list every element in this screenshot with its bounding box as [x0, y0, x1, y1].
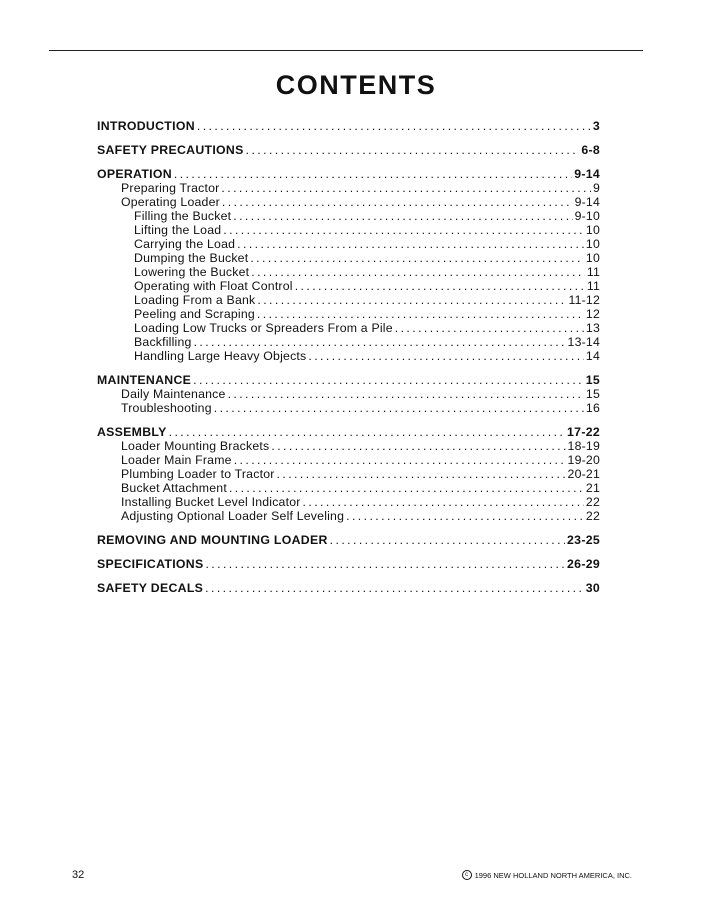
toc-entry: [97, 251, 600, 265]
toc-dot-leader: [277, 467, 566, 481]
toc-entry-label: Loader Mounting Brackets: [121, 439, 270, 453]
toc-entry-label: Dumping the Bucket: [134, 251, 249, 265]
toc-entry-label: SAFETY DECALS: [97, 581, 204, 595]
toc-dot-leader: [295, 279, 585, 293]
toc-entry-label: Peeling and Scraping: [134, 307, 255, 321]
toc-dot-leader: [197, 119, 591, 133]
toc-entry-page: 11-12: [568, 293, 600, 307]
toc-dot-leader: [237, 237, 584, 251]
toc-entry-label: Carrying the Load: [134, 237, 236, 251]
toc-dot-leader: [194, 335, 566, 349]
toc-entry-page: 11: [586, 265, 600, 279]
toc-dot-leader: [205, 581, 584, 595]
toc-entry: [97, 143, 600, 157]
copyright-icon: c: [462, 870, 472, 880]
toc-entry-page: 9-14: [574, 167, 600, 181]
toc-entry-page: 14: [585, 349, 600, 363]
toc-entry: [97, 425, 600, 439]
top-divider: [49, 50, 643, 51]
toc-entry-page: 12: [585, 307, 600, 321]
toc-dot-leader: [169, 425, 565, 439]
page-title: CONTENTS: [275, 70, 437, 100]
toc-entry-page: 22: [585, 509, 600, 523]
toc-dot-leader: [228, 387, 584, 401]
copyright-notice: [462, 870, 632, 880]
toc-entry: [97, 439, 600, 453]
toc-entry-label: Preparing Tractor: [121, 181, 220, 195]
toc-entry: [97, 387, 600, 401]
toc-entry: [97, 321, 600, 335]
toc-entry-label: Loading Low Trucks or Spreaders From a Pile: [134, 321, 393, 335]
toc-dot-leader: [193, 373, 584, 387]
toc-entry: [97, 401, 600, 415]
toc-entry-label: INTRODUCTION: [97, 119, 195, 133]
toc-dot-leader: [330, 533, 565, 547]
toc-entry: [97, 467, 600, 481]
toc-dot-leader: [222, 195, 573, 209]
toc-dot-leader: [174, 167, 572, 181]
toc-entry-label: Operating Loader: [121, 195, 220, 209]
toc-entry-page: 15: [585, 387, 600, 401]
toc-entry: [97, 181, 600, 195]
toc-entry-page: 9: [592, 181, 600, 195]
toc-entry: [97, 533, 600, 547]
toc-entry-page: 10: [585, 237, 600, 251]
toc-entry: [97, 373, 600, 387]
toc-entry-label: Operating with Float Control: [134, 279, 293, 293]
toc-dot-leader: [234, 453, 566, 467]
toc-entry-page: 13-14: [567, 335, 600, 349]
toc-entry: [97, 581, 600, 595]
toc-entry-page: 6-8: [581, 143, 600, 157]
toc-entry-page: 15: [585, 373, 600, 387]
toc-entry-page: 30: [585, 581, 600, 595]
toc-dot-leader: [205, 557, 565, 571]
toc-dot-leader: [223, 223, 584, 237]
toc-dot-leader: [221, 181, 591, 195]
copyright-text: 1996 NEW HOLLAND NORTH AMERICA, INC.: [474, 870, 632, 880]
toc-entry-page: 18-19: [567, 439, 600, 453]
toc-entry: [97, 509, 600, 523]
toc-entry: [97, 209, 600, 223]
toc-entry-page: 23-25: [567, 533, 600, 547]
toc-entry: [97, 349, 600, 363]
toc-entry-label: MAINTENANCE: [97, 373, 192, 387]
toc-dot-leader: [233, 209, 572, 223]
toc-dot-leader: [308, 349, 584, 363]
toc-entry: [97, 237, 600, 251]
toc-entry-page: 9-14: [574, 195, 600, 209]
toc-dot-leader: [346, 509, 584, 523]
toc-entry: [97, 223, 600, 237]
toc-entry-label: Bucket Attachment: [121, 481, 227, 495]
toc-entry: [97, 335, 600, 349]
toc-entry-page: 21: [585, 481, 600, 495]
toc-dot-leader: [257, 293, 566, 307]
toc-entry-label: SPECIFICATIONS: [97, 557, 204, 571]
toc-entry-label: Lifting the Load: [134, 223, 222, 237]
toc-entry: [97, 279, 600, 293]
toc-entry-page: 26-29: [567, 557, 600, 571]
toc-entry-label: SAFETY PRECAUTIONS: [97, 143, 244, 157]
toc-entry-label: Installing Bucket Level Indicator: [121, 495, 301, 509]
toc-entry-label: Loader Main Frame: [121, 453, 232, 467]
toc-entry-label: OPERATION: [97, 167, 172, 181]
toc-dot-leader: [229, 481, 584, 495]
toc-entry-label: Loading From a Bank: [134, 293, 256, 307]
toc-entry-page: 9-10: [574, 209, 600, 223]
toc-entry: [97, 293, 600, 307]
toc-dot-leader: [246, 143, 580, 157]
toc-entry: [97, 195, 600, 209]
toc-entry-label: Adjusting Optional Loader Self Leveling: [121, 509, 345, 523]
toc-dot-leader: [251, 265, 585, 279]
toc-entry-label: Filling the Bucket: [134, 209, 232, 223]
toc-entry-label: Backfilling: [134, 335, 192, 349]
toc-dot-leader: [257, 307, 584, 321]
page-number: 32: [72, 869, 85, 881]
toc-entry-page: 16: [585, 401, 600, 415]
toc-entry-page: 3: [592, 119, 600, 133]
toc-entry-label: Lowering the Bucket: [134, 265, 250, 279]
toc-entry: [97, 307, 600, 321]
table-of-contents: [97, 119, 600, 595]
toc-entry: [97, 453, 600, 467]
toc-dot-leader: [250, 251, 584, 265]
toc-entry-label: ASSEMBLY: [97, 425, 167, 439]
toc-dot-leader: [303, 495, 584, 509]
toc-dot-leader: [395, 321, 584, 335]
toc-entry-page: 10: [585, 251, 600, 265]
toc-entry-label: REMOVING AND MOUNTING LOADER: [97, 533, 328, 547]
toc-dot-leader: [214, 401, 584, 415]
toc-entry: [97, 495, 600, 509]
toc-entry-label: Daily Maintenance: [121, 387, 226, 401]
toc-entry-label: Troubleshooting: [121, 401, 212, 415]
toc-entry-page: 19-20: [567, 453, 600, 467]
toc-entry-label: Plumbing Loader to Tractor: [121, 467, 275, 481]
toc-dot-leader: [271, 439, 565, 453]
toc-entry-page: 11: [586, 279, 600, 293]
toc-entry-page: 20-21: [567, 467, 600, 481]
toc-entry-page: 10: [585, 223, 600, 237]
toc-entry: [97, 481, 600, 495]
toc-entry: [97, 265, 600, 279]
toc-entry: [97, 119, 600, 133]
toc-entry-page: 13: [585, 321, 600, 335]
toc-entry-label: Handling Large Heavy Objects: [134, 349, 307, 363]
toc-entry-page: 22: [585, 495, 600, 509]
toc-entry: [97, 167, 600, 181]
toc-entry-page: 17-22: [567, 425, 600, 439]
toc-entry: [97, 557, 600, 571]
